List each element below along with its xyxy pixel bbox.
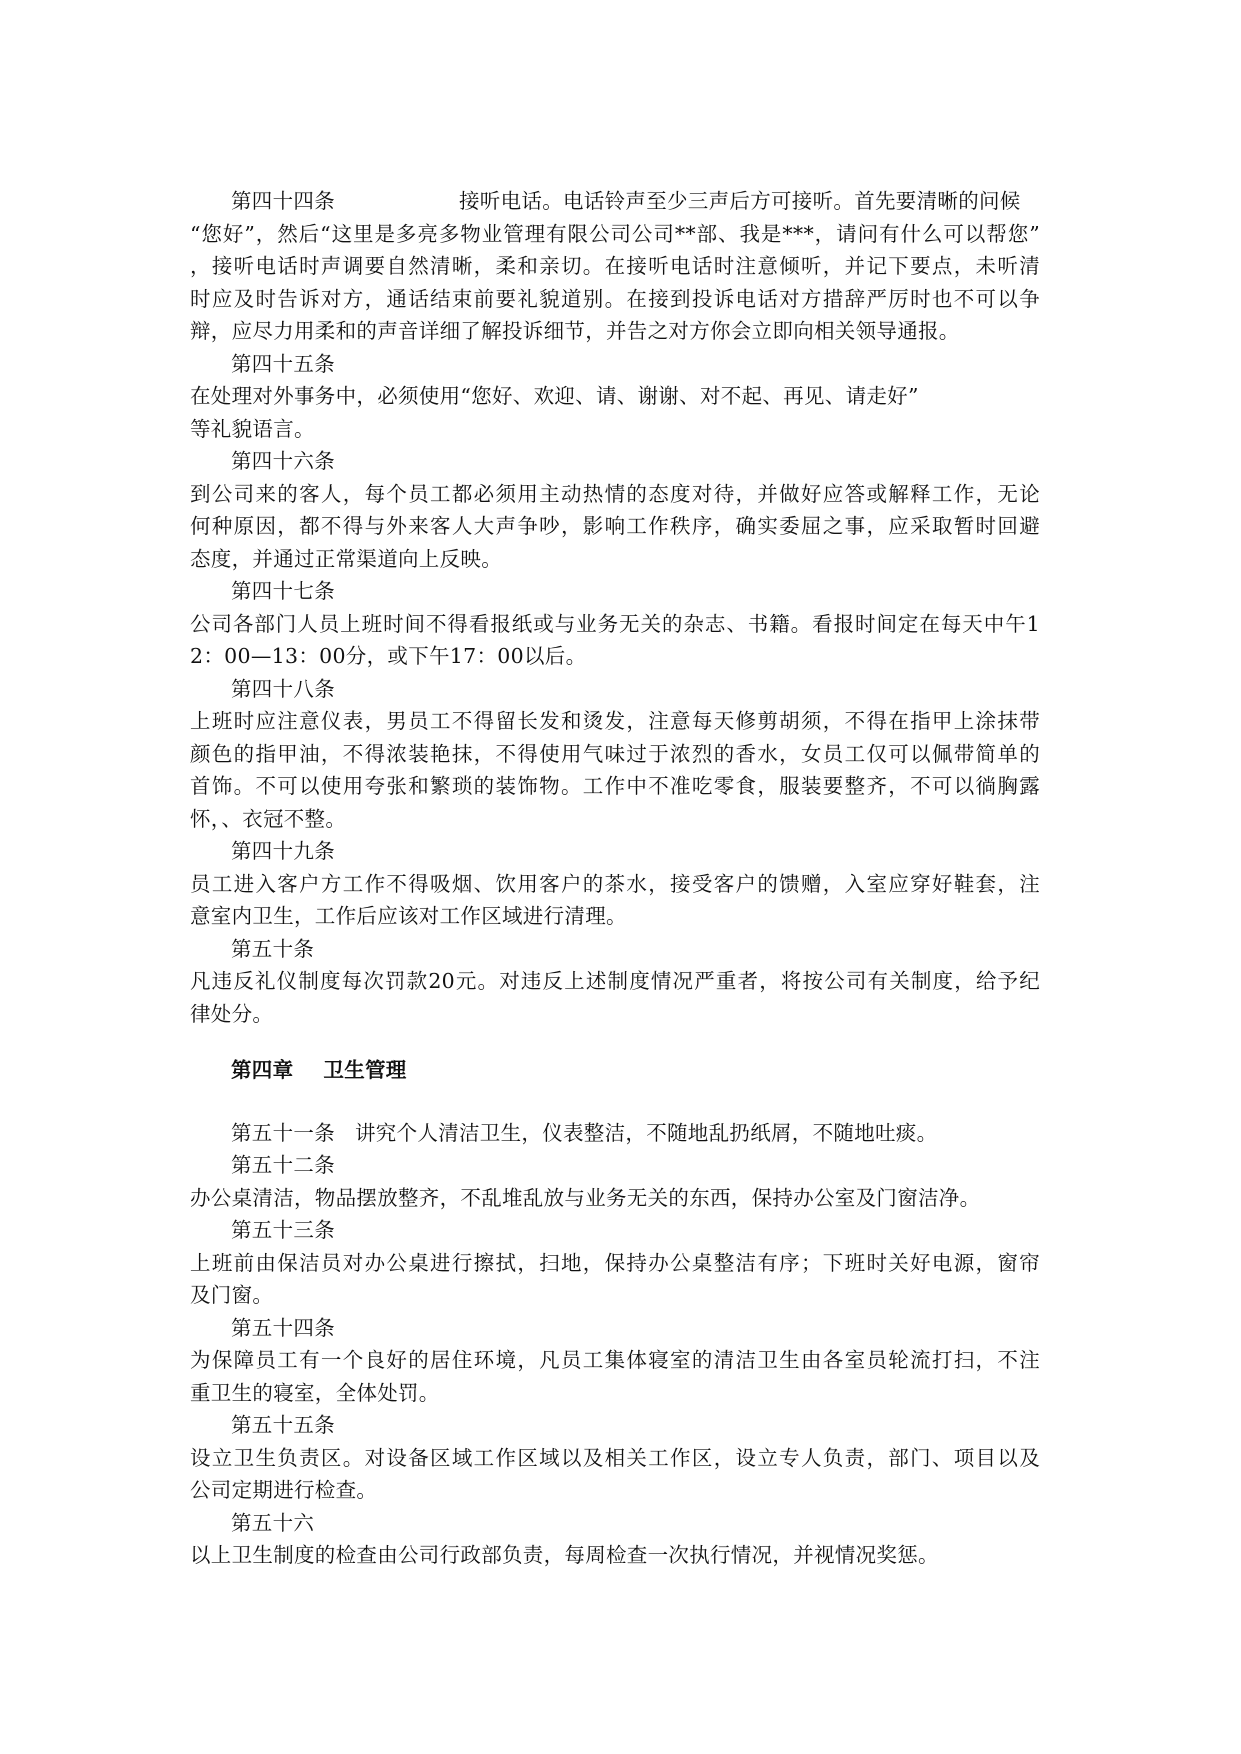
article-50-label: 第五十条 xyxy=(231,936,315,961)
article-44-text-line: 接听电话。电话铃声至少三声后方可接听。首先要清晰的问候 xyxy=(459,189,1021,213)
article-50-text-line: 凡违反礼仪制度每次罚款20元。对违反上述制度情况严重者，将按公司有关制度，给予纪 xyxy=(190,969,1040,993)
article-48-label: 第四十八条 xyxy=(231,676,335,701)
chapter-heading xyxy=(190,1054,1040,1087)
article-53-text-line: 及门窗。 xyxy=(190,1283,274,1307)
article-49-label: 第四十九条 xyxy=(231,839,335,863)
article-48-text-line: 颜色的指甲油，不得浓装艳抹，不得使用气味过于浓烈的香水，女员工仅可以佩带简单的 xyxy=(190,741,1040,766)
article-53-text-line: 上班前由保洁员对办公桌进行擦拭，扫地，保持办公桌整洁有序；下班时关好电源，窗帘 xyxy=(190,1250,1040,1275)
article-47-text-line: 2：00—13：00分，或下午17：00以后。 xyxy=(190,644,587,668)
article-51-text: 讲究个人清洁卫生，仪表整洁，不随地乱扔纸屑，不随地吐痰。 xyxy=(355,1120,938,1145)
article-55-text-line: 设立卫生负责区。对设备区域工作区域以及相关工作区，设立专人负责，部门、项目以及 xyxy=(190,1445,1040,1470)
article-47-text-line: 公司各部门人员上班时间不得看报纸或与业务无关的杂志、书籍。看报时间定在每天中午1 xyxy=(190,611,1040,636)
article-55-text-line: 公司定期进行检查。 xyxy=(190,1478,378,1502)
document-body xyxy=(190,185,1040,1572)
article-51-line xyxy=(190,1117,1040,1150)
article-44-text-line: “您好”，然后“这里是多亮多物业管理有限公司公司**部、我是***，请问有什么可以帮您” xyxy=(190,221,1040,246)
article-47-label: 第四十七条 xyxy=(231,579,335,603)
article-46-text-line: 到公司来的客人，每个员工都必须用主动热情的态度对待，并做好应答或解释工作，无论 xyxy=(190,481,1040,506)
article-44-text-line: 时应及时告诉对方，通话结束前要礼貌道别。在接到投诉电话对方措辞严厉时也不可以争 xyxy=(190,286,1040,311)
article-45-text-line: 等礼貌语言。 xyxy=(190,416,315,441)
article-44-text-line: ，接听电话时声调要自然清晰，柔和亲切。在接听电话时注意倾听，并记下要点，未听清 xyxy=(190,254,1040,278)
article-48-text-line: 怀，、衣冠不整。 xyxy=(190,806,347,831)
article-51-label: 第五十一条 xyxy=(231,1120,335,1145)
article-46-label: 第四十六条 xyxy=(231,449,335,473)
article-49-text-line: 员工进入客户方工作不得吸烟、饮用客户的茶水，接受客户的馈赠，入室应穿好鞋套，注 xyxy=(190,871,1040,896)
chapter-title: 卫生管理 xyxy=(323,1058,407,1082)
article-55-label: 第五十五条 xyxy=(231,1413,335,1437)
article-45-label: 第四十五条 xyxy=(231,351,335,376)
article-50-text-line: 律处分。 xyxy=(190,1001,274,1026)
article-44-label: 第四十四条 xyxy=(231,189,335,213)
article-48-text-line: 上班时应注意仪表，男员工不得留长发和烫发，注意每天修剪胡须，不得在指甲上涂抹带 xyxy=(190,709,1040,733)
article-56-text-line: 以上卫生制度的检查由公司行政部负责，每周检查一次执行情况，并视情况奖惩。 xyxy=(190,1543,939,1567)
chapter-number: 第四章 xyxy=(231,1058,294,1082)
article-44-text-line: 辩，应尽力用柔和的声音详细了解投诉细节，并告之对方你会立即向相关领导通报。 xyxy=(190,319,960,343)
article-54-text-line: 重卫生的寝室，全体处罚。 xyxy=(190,1380,440,1405)
article-45-text-line: 在处理对外事务中，必须使用“您好、欢迎、请、谢谢、对不起、再见、请走好” xyxy=(190,384,919,408)
article-46-text-line: 何种原因，都不得与外来客人大声争吵，影响工作秩序，确实委屈之事，应采取暂时回避 xyxy=(190,514,1040,538)
article-44-first-line xyxy=(190,185,1040,218)
article-54-label: 第五十四条 xyxy=(231,1315,335,1340)
article-52-text-line: 办公桌清洁，物品摆放整齐，不乱堆乱放与业务无关的东西，保持办公室及门窗洁净。 xyxy=(190,1185,981,1210)
article-53-label: 第五十三条 xyxy=(231,1218,335,1242)
article-49-text-line: 意室内卫生，工作后应该对工作区域进行清理。 xyxy=(190,904,627,928)
article-52-label: 第五十二条 xyxy=(231,1153,335,1177)
article-56-label: 第五十六 xyxy=(231,1510,315,1535)
article-54-text-line: 为保障员工有一个良好的居住环境，凡员工集体寝室的清洁卫生由各室员轮流打扫，不注 xyxy=(190,1348,1040,1372)
article-46-text-line: 态度，并通过正常渠道向上反映。 xyxy=(190,546,502,571)
article-48-text-line: 首饰。不可以使用夸张和繁琐的装饰物。工作中不准吃零食，服装要整齐，不可以徜胸露 xyxy=(190,774,1040,798)
